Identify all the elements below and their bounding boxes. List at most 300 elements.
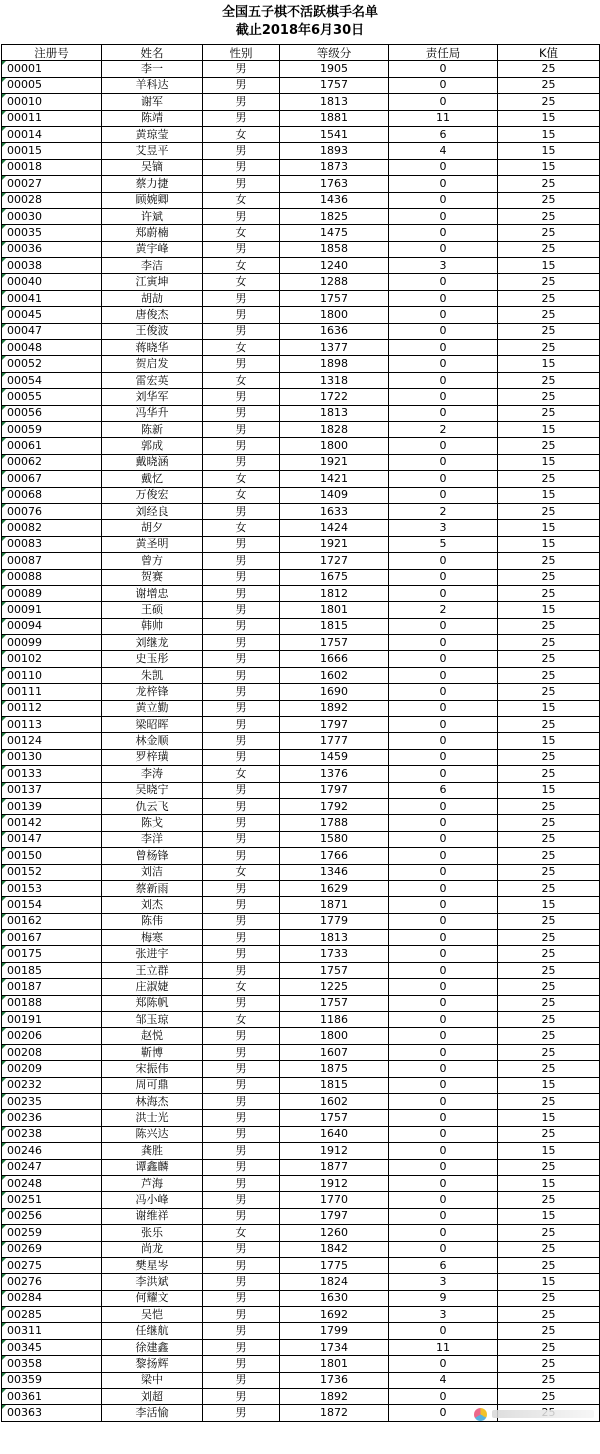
table-row	[2, 1192, 600, 1208]
cell-responsibility-games: 5	[389, 536, 498, 552]
cell-gender: 男	[203, 1077, 280, 1093]
cell-k-value: 25	[498, 1044, 600, 1060]
cell-gender: 男	[203, 717, 280, 733]
cell-k-value: 15	[498, 143, 600, 159]
cell-k-value: 25	[498, 1339, 600, 1355]
table-row	[2, 1061, 600, 1077]
table-row	[2, 618, 600, 634]
cell-registration-no: 00112	[2, 700, 102, 716]
cell-responsibility-games: 6	[389, 1257, 498, 1273]
cell-rating: 1727	[280, 553, 389, 569]
cell-name: 任继航	[102, 1323, 203, 1339]
cell-responsibility-games: 0	[389, 651, 498, 667]
cell-gender: 男	[203, 635, 280, 651]
cell-registration-no: 00235	[2, 1094, 102, 1110]
cell-rating: 1775	[280, 1257, 389, 1273]
table-row	[2, 405, 600, 421]
cell-responsibility-games: 0	[389, 323, 498, 339]
cell-registration-no: 00345	[2, 1339, 102, 1355]
cell-registration-no: 00110	[2, 667, 102, 683]
cell-gender: 男	[203, 1290, 280, 1306]
cell-name: 顾婉卿	[102, 192, 203, 208]
cell-responsibility-games: 0	[389, 831, 498, 847]
cell-rating: 1788	[280, 815, 389, 831]
cell-name: 胡劼	[102, 290, 203, 306]
cell-rating: 1666	[280, 651, 389, 667]
cell-name: 朱凯	[102, 667, 203, 683]
table-row	[2, 159, 600, 175]
header-row	[2, 45, 600, 61]
cell-registration-no: 00185	[2, 962, 102, 978]
cell-name: 曾杨锋	[102, 848, 203, 864]
cell-name: 郭成	[102, 438, 203, 454]
cell-k-value: 25	[498, 1012, 600, 1028]
cell-name: 吴恺	[102, 1307, 203, 1323]
cell-name: 贺赛	[102, 569, 203, 585]
column-header-gender: 性别	[203, 45, 280, 61]
cell-name: 陈戈	[102, 815, 203, 831]
cell-name: 陈靖	[102, 110, 203, 126]
cell-responsibility-games: 0	[389, 635, 498, 651]
cell-name: 王俊波	[102, 323, 203, 339]
cell-name: 王硕	[102, 602, 203, 618]
cell-rating: 1722	[280, 389, 389, 405]
cell-responsibility-games: 0	[389, 1389, 498, 1405]
table-body	[2, 61, 600, 1421]
table-row	[2, 274, 600, 290]
cell-rating: 1541	[280, 126, 389, 142]
cell-gender: 男	[203, 1356, 280, 1372]
cell-name: 谭鑫麟	[102, 1159, 203, 1175]
cell-responsibility-games: 0	[389, 487, 498, 503]
cell-responsibility-games: 9	[389, 1290, 498, 1306]
cell-registration-no: 00238	[2, 1126, 102, 1142]
cell-rating: 1636	[280, 323, 389, 339]
cell-responsibility-games: 3	[389, 1274, 498, 1290]
cell-responsibility-games: 0	[389, 1012, 498, 1028]
cell-rating: 1436	[280, 192, 389, 208]
cell-k-value: 25	[498, 1061, 600, 1077]
cell-gender: 男	[203, 667, 280, 683]
table-row	[2, 389, 600, 405]
cell-k-value: 25	[498, 1257, 600, 1273]
cell-registration-no: 00087	[2, 553, 102, 569]
cell-k-value: 25	[498, 274, 600, 290]
cell-name: 林金顺	[102, 733, 203, 749]
cell-registration-no: 00246	[2, 1143, 102, 1159]
cell-rating: 1912	[280, 1175, 389, 1191]
cell-responsibility-games: 0	[389, 1192, 498, 1208]
cell-registration-no: 00147	[2, 831, 102, 847]
cell-k-value: 25	[498, 1159, 600, 1175]
cell-name: 梁中	[102, 1372, 203, 1388]
cell-registration-no: 00113	[2, 717, 102, 733]
cell-name: 龙梓锋	[102, 684, 203, 700]
cell-rating: 1607	[280, 1044, 389, 1060]
cell-gender: 男	[203, 700, 280, 716]
cell-registration-no: 00030	[2, 208, 102, 224]
table-row	[2, 1044, 600, 1060]
cell-responsibility-games: 0	[389, 1143, 498, 1159]
cell-responsibility-games: 0	[389, 553, 498, 569]
cell-registration-no: 00139	[2, 798, 102, 814]
cell-name: 雷宏英	[102, 372, 203, 388]
cell-name: 陈兴达	[102, 1126, 203, 1142]
cell-registration-no: 00054	[2, 372, 102, 388]
cell-k-value: 15	[498, 454, 600, 470]
table-row	[2, 717, 600, 733]
cell-k-value: 25	[498, 1290, 600, 1306]
table-row	[2, 1159, 600, 1175]
cell-gender: 男	[203, 815, 280, 831]
cell-rating: 1757	[280, 290, 389, 306]
cell-responsibility-games: 6	[389, 126, 498, 142]
cell-responsibility-games: 0	[389, 471, 498, 487]
cell-responsibility-games: 0	[389, 700, 498, 716]
cell-k-value: 25	[498, 749, 600, 765]
cell-registration-no: 00236	[2, 1110, 102, 1126]
table-row	[2, 766, 600, 782]
cell-k-value: 25	[498, 995, 600, 1011]
table-row	[2, 635, 600, 651]
cell-gender: 男	[203, 356, 280, 372]
cell-rating: 1692	[280, 1307, 389, 1323]
cell-rating: 1858	[280, 241, 389, 257]
cell-k-value: 25	[498, 503, 600, 519]
cell-responsibility-games: 0	[389, 1028, 498, 1044]
table-header	[2, 45, 600, 61]
cell-registration-no: 00206	[2, 1028, 102, 1044]
cell-registration-no: 00361	[2, 1389, 102, 1405]
cell-k-value: 15	[498, 1274, 600, 1290]
cell-k-value: 25	[498, 1028, 600, 1044]
cell-name: 李涛	[102, 766, 203, 782]
cell-responsibility-games: 0	[389, 815, 498, 831]
table-row	[2, 897, 600, 913]
cell-k-value: 25	[498, 241, 600, 257]
cell-gender: 女	[203, 864, 280, 880]
cell-rating: 1376	[280, 766, 389, 782]
cell-k-value: 15	[498, 1143, 600, 1159]
cell-gender: 男	[203, 585, 280, 601]
table-row	[2, 585, 600, 601]
cell-k-value: 25	[498, 831, 600, 847]
cell-k-value: 15	[498, 356, 600, 372]
cell-registration-no: 00363	[2, 1405, 102, 1421]
cell-rating: 1779	[280, 913, 389, 929]
table-row	[2, 126, 600, 142]
table-row	[2, 94, 600, 110]
cell-rating: 1893	[280, 143, 389, 159]
cell-k-value: 15	[498, 536, 600, 552]
cell-rating: 1346	[280, 864, 389, 880]
cell-gender: 女	[203, 340, 280, 356]
cell-k-value: 25	[498, 77, 600, 93]
cell-name: 胡夕	[102, 520, 203, 536]
table-row	[2, 979, 600, 995]
cell-name: 刘华军	[102, 389, 203, 405]
cell-registration-no: 00045	[2, 307, 102, 323]
cell-registration-no: 00167	[2, 930, 102, 946]
cell-rating: 1813	[280, 405, 389, 421]
cell-responsibility-games: 0	[389, 290, 498, 306]
cell-responsibility-games: 2	[389, 503, 498, 519]
cell-gender: 女	[203, 192, 280, 208]
cell-name: 赵悦	[102, 1028, 203, 1044]
cell-k-value: 25	[498, 913, 600, 929]
cell-registration-no: 00091	[2, 602, 102, 618]
table-row	[2, 749, 600, 765]
cell-name: 宋振伟	[102, 1061, 203, 1077]
cell-gender: 男	[203, 962, 280, 978]
cell-name: 李洁	[102, 258, 203, 274]
cell-gender: 男	[203, 438, 280, 454]
cell-gender: 女	[203, 274, 280, 290]
cell-k-value: 15	[498, 1208, 600, 1224]
cell-registration-no: 00055	[2, 389, 102, 405]
cell-registration-no: 00251	[2, 1192, 102, 1208]
cell-gender: 男	[203, 1257, 280, 1273]
cell-k-value: 15	[498, 602, 600, 618]
cell-k-value: 25	[498, 471, 600, 487]
cell-k-value: 25	[498, 1225, 600, 1241]
cell-registration-no: 00047	[2, 323, 102, 339]
cell-name: 芦海	[102, 1175, 203, 1191]
cell-responsibility-games: 0	[389, 1323, 498, 1339]
cell-responsibility-games: 0	[389, 979, 498, 995]
table-row	[2, 1290, 600, 1306]
cell-name: 陈伟	[102, 913, 203, 929]
cell-registration-no: 00311	[2, 1323, 102, 1339]
cell-k-value: 25	[498, 1389, 600, 1405]
watermark-logo-icon	[474, 1408, 487, 1421]
player-table	[1, 44, 600, 1422]
cell-gender: 女	[203, 225, 280, 241]
cell-rating: 1757	[280, 962, 389, 978]
cell-k-value: 25	[498, 94, 600, 110]
cell-rating: 1475	[280, 225, 389, 241]
cell-responsibility-games: 0	[389, 192, 498, 208]
cell-gender: 男	[203, 1028, 280, 1044]
cell-name: 曾方	[102, 553, 203, 569]
cell-registration-no: 00209	[2, 1061, 102, 1077]
cell-registration-no: 00067	[2, 471, 102, 487]
table-row	[2, 569, 600, 585]
cell-name: 谢维祥	[102, 1208, 203, 1224]
cell-k-value: 25	[498, 864, 600, 880]
cell-registration-no: 00062	[2, 454, 102, 470]
cell-name: 郑陈帆	[102, 995, 203, 1011]
column-header-name: 姓名	[102, 45, 203, 61]
cell-name: 蔡新雨	[102, 880, 203, 896]
cell-k-value: 15	[498, 159, 600, 175]
cell-responsibility-games: 0	[389, 454, 498, 470]
page-subtitle: 截止2018年6月30日	[235, 23, 365, 38]
cell-responsibility-games: 0	[389, 684, 498, 700]
table-row	[2, 1077, 600, 1093]
table-row	[2, 1126, 600, 1142]
cell-registration-no: 00162	[2, 913, 102, 929]
cell-k-value: 15	[498, 782, 600, 798]
cell-responsibility-games: 0	[389, 356, 498, 372]
cell-name: 何耀文	[102, 1290, 203, 1306]
cell-k-value: 25	[498, 717, 600, 733]
cell-k-value: 25	[498, 798, 600, 814]
table-row	[2, 831, 600, 847]
cell-k-value: 15	[498, 1110, 600, 1126]
cell-rating: 1824	[280, 1274, 389, 1290]
cell-rating: 1421	[280, 471, 389, 487]
cell-rating: 1225	[280, 979, 389, 995]
cell-k-value: 25	[498, 667, 600, 683]
cell-registration-no: 00018	[2, 159, 102, 175]
cell-name: 黄琼莹	[102, 126, 203, 142]
cell-gender: 男	[203, 1274, 280, 1290]
cell-gender: 女	[203, 258, 280, 274]
cell-gender: 男	[203, 94, 280, 110]
table-row	[2, 1241, 600, 1257]
table-row	[2, 1356, 600, 1372]
column-header-k-value: K值	[498, 45, 600, 61]
cell-registration-no: 00111	[2, 684, 102, 700]
cell-name: 邹玉琼	[102, 1012, 203, 1028]
cell-responsibility-games: 0	[389, 1044, 498, 1060]
table-row	[2, 946, 600, 962]
cell-name: 黎扬辉	[102, 1356, 203, 1372]
cell-gender: 男	[203, 1389, 280, 1405]
cell-k-value: 15	[498, 421, 600, 437]
cell-registration-no: 00056	[2, 405, 102, 421]
cell-k-value: 25	[498, 405, 600, 421]
cell-responsibility-games: 4	[389, 143, 498, 159]
cell-gender: 男	[203, 176, 280, 192]
cell-gender: 男	[203, 241, 280, 257]
cell-registration-no: 00028	[2, 192, 102, 208]
table-row	[2, 1339, 600, 1355]
cell-registration-no: 00015	[2, 143, 102, 159]
cell-gender: 男	[203, 1143, 280, 1159]
cell-gender: 男	[203, 536, 280, 552]
cell-responsibility-games: 0	[389, 946, 498, 962]
table-row	[2, 176, 600, 192]
cell-rating: 1872	[280, 1405, 389, 1421]
table-row	[2, 1208, 600, 1224]
cell-k-value: 25	[498, 340, 600, 356]
cell-registration-no: 00248	[2, 1175, 102, 1191]
cell-k-value: 25	[498, 1192, 600, 1208]
cell-rating: 1766	[280, 848, 389, 864]
cell-gender: 女	[203, 1012, 280, 1028]
cell-responsibility-games: 0	[389, 61, 498, 77]
cell-rating: 1825	[280, 208, 389, 224]
cell-k-value: 25	[498, 192, 600, 208]
cell-k-value: 25	[498, 1126, 600, 1142]
cell-name: 王立群	[102, 962, 203, 978]
table-row	[2, 700, 600, 716]
cell-rating: 1828	[280, 421, 389, 437]
cell-name: 徐建鑫	[102, 1339, 203, 1355]
cell-registration-no: 00142	[2, 815, 102, 831]
cell-registration-no: 00041	[2, 290, 102, 306]
cell-k-value: 15	[498, 733, 600, 749]
cell-responsibility-games: 0	[389, 1094, 498, 1110]
cell-name: 江寅坤	[102, 274, 203, 290]
cell-responsibility-games: 0	[389, 1225, 498, 1241]
cell-gender: 女	[203, 126, 280, 142]
cell-responsibility-games: 0	[389, 766, 498, 782]
cell-k-value: 25	[498, 1356, 600, 1372]
cell-name: 李一	[102, 61, 203, 77]
cell-name: 谢军	[102, 94, 203, 110]
cell-name: 谢增忠	[102, 585, 203, 601]
cell-name: 李活愉	[102, 1405, 203, 1421]
cell-gender: 男	[203, 61, 280, 77]
cell-responsibility-games: 0	[389, 340, 498, 356]
cell-rating: 1912	[280, 1143, 389, 1159]
cell-name: 刘经良	[102, 503, 203, 519]
table-row	[2, 372, 600, 388]
cell-gender: 男	[203, 798, 280, 814]
column-header-registration-no: 注册号	[2, 45, 102, 61]
table-row	[2, 258, 600, 274]
cell-rating: 1801	[280, 1356, 389, 1372]
cell-responsibility-games: 11	[389, 1339, 498, 1355]
cell-rating: 1240	[280, 258, 389, 274]
cell-responsibility-games: 0	[389, 733, 498, 749]
cell-gender: 男	[203, 602, 280, 618]
cell-k-value: 15	[498, 897, 600, 913]
cell-registration-no: 00035	[2, 225, 102, 241]
table-row	[2, 520, 600, 536]
cell-gender: 男	[203, 1208, 280, 1224]
cell-rating: 1640	[280, 1126, 389, 1142]
cell-rating: 1757	[280, 1110, 389, 1126]
cell-gender: 女	[203, 766, 280, 782]
cell-rating: 1736	[280, 1372, 389, 1388]
cell-registration-no: 00048	[2, 340, 102, 356]
table-row	[2, 782, 600, 798]
cell-name: 唐俊杰	[102, 307, 203, 323]
cell-responsibility-games: 0	[389, 798, 498, 814]
cell-gender: 男	[203, 1192, 280, 1208]
cell-rating: 1602	[280, 667, 389, 683]
cell-registration-no: 00089	[2, 585, 102, 601]
cell-k-value: 25	[498, 290, 600, 306]
cell-rating: 1777	[280, 733, 389, 749]
cell-rating: 1690	[280, 684, 389, 700]
cell-k-value: 25	[498, 930, 600, 946]
cell-responsibility-games: 2	[389, 602, 498, 618]
cell-rating: 1186	[280, 1012, 389, 1028]
cell-responsibility-games: 0	[389, 274, 498, 290]
cell-name: 仇云飞	[102, 798, 203, 814]
cell-rating: 1633	[280, 503, 389, 519]
cell-gender: 男	[203, 1405, 280, 1421]
watermark	[474, 1406, 594, 1422]
cell-k-value: 25	[498, 1307, 600, 1323]
cell-registration-no: 00133	[2, 766, 102, 782]
cell-k-value: 25	[498, 225, 600, 241]
cell-rating: 1770	[280, 1192, 389, 1208]
cell-registration-no: 00175	[2, 946, 102, 962]
cell-gender: 男	[203, 307, 280, 323]
table-row	[2, 1389, 600, 1405]
cell-responsibility-games: 0	[389, 372, 498, 388]
cell-rating: 1797	[280, 1208, 389, 1224]
cell-gender: 男	[203, 651, 280, 667]
cell-registration-no: 00082	[2, 520, 102, 536]
cell-k-value: 25	[498, 1372, 600, 1388]
